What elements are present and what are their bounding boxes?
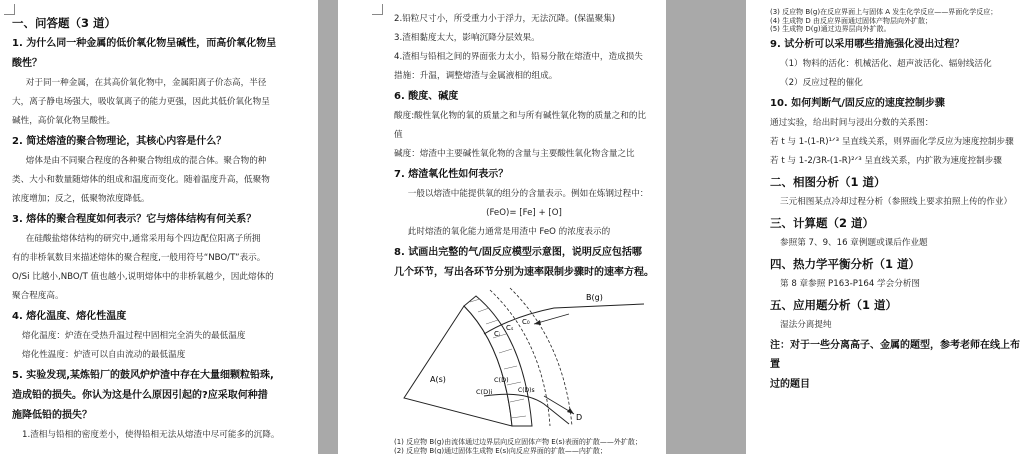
page-3-line: 过的题目 xyxy=(770,378,810,390)
page-3-line: 参照第 7、9、16 章例题或课后作业题 xyxy=(780,237,928,248)
page-1-content xyxy=(12,14,308,445)
page-1-line: 有的非桥氧数目来描述熔体的聚合程度,一般用符号“NBO/T”表示。 xyxy=(12,253,266,263)
page-1-line: 熔化温度：炉渣在受热升温过程中固相完全消失的最低温度 xyxy=(22,331,246,341)
page-1-line: 熔化性温度：炉渣可以自由流动的最低温度 xyxy=(22,350,186,360)
page-2-line: 酸度:酸性氧化物的氧的质量之和与所有碱性氧化物的质量之和的比值 xyxy=(394,111,647,140)
document-page-3 xyxy=(746,0,1024,454)
page-1-line: 造成铅的损失。你认为这是什么原因引起的?应采取何种措 xyxy=(12,390,268,401)
label-B: B(g) xyxy=(586,293,603,302)
figure-caption-line: (1) 反应物 B(g)由流体通过边界层向反应固体产物 E(s)表面的扩散——外扩散； xyxy=(394,438,642,446)
page-3-line: 通过实验，给出时间与浸出分数的关系图： xyxy=(770,117,934,128)
page-1-line: 2. 简述熔渣的聚合物理论，其核心内容是什么？ xyxy=(12,136,227,147)
page-3-line: 第 8 章参照 P163-P164 学会分析图 xyxy=(780,278,921,289)
page-1-line: O/Si 比越小,NBO/T 值也越小,说明熔体中的非桥氧越少，因此熔体的 xyxy=(12,272,274,282)
page-1-line: 类、大小和数量随熔体的组成和温度而变化。随着温度升高，低聚物 xyxy=(12,175,270,185)
page-2-line: 2.铅粒尺寸小，所受重力小于浮力，无法沉降。(保温聚集) xyxy=(394,14,616,24)
label-CD: C(D) xyxy=(494,376,509,384)
page-1-line: 聚合程度高。 xyxy=(12,291,64,301)
gas-solid-reaction-model-figure xyxy=(394,286,654,436)
page-1-line: 在硅酸盐熔体结构的研究中,通常采用每个四边配位阳离子所拥 xyxy=(25,234,261,244)
page-1-line: 5. 实验发现,某炼铅厂的鼓风炉炉渣中存在大量细颗粒铅珠, xyxy=(12,370,274,381)
page-2-line: 此时熔渣的氧化能力通常是用渣中 FeO 的浓度表示的 xyxy=(407,227,611,237)
page-3-line: 9. 试分析可以采用哪些措施强化浸出过程？ xyxy=(770,38,965,50)
label-Ci: Cᵢ xyxy=(494,330,501,338)
page-3-line: 三、计算题（2 道） xyxy=(770,215,875,230)
page-1-line: 浓度增加；反之，低聚物浓度降低。 xyxy=(12,194,150,204)
page-3-content xyxy=(770,8,1020,394)
label-C0: C₀ xyxy=(522,318,530,326)
page-1-line: 对于同一种金属，在其高价氧化物中，金属阳离子价态高，半径 xyxy=(25,78,267,88)
page-3-line: 四、热力学平衡分析（1 道） xyxy=(770,256,921,271)
page-1-line: 大，离子静电场强大，吸收氧离子的能力更强，因此其低价氧化物呈 xyxy=(12,97,270,107)
page-2-line: 7. 熔渣氧化性如何表示？ xyxy=(394,169,509,180)
page-1-line: 1.渣相与铅相的密度差小，使得铅相无法从熔渣中尽可能多的沉降。 xyxy=(22,430,280,440)
page-3-line: 注：对于一些分离高子、金属的题型，参考老师在线上布置 xyxy=(770,339,1020,370)
crop-mark xyxy=(4,4,15,15)
page-3-line: 二、相图分析（1 道） xyxy=(770,174,886,189)
page-3-line: (4) 生成物 D 由反应界面通过固体产物层向外扩散； xyxy=(770,16,932,25)
label-A: A(s) xyxy=(430,375,446,384)
page-1-line: 酸性？ xyxy=(12,58,42,69)
document-page-1 xyxy=(0,0,318,454)
page-2-line: 8. 试画出完整的气/固反应模型示意图，说明反应包括哪 xyxy=(394,247,642,258)
page-3-line: 五、应用题分析（1 道） xyxy=(770,297,898,312)
figure-captions xyxy=(394,438,654,454)
page-1-line: 1. 为什么同一种金属的低价氧化物呈碱性，而高价氧化物呈 xyxy=(12,38,277,49)
page-3-line: 若 t 与 1-2/3R-(1-R)²ᐟ³ 呈直线关系，内扩散为速度控制步骤 xyxy=(770,155,1002,166)
page-3-line: （1）物料的活化：机械活化、超声波活化、辐射线活化 xyxy=(780,58,992,69)
page-2-line: (FeO)= [Fe] + [O] xyxy=(486,208,562,218)
page-3-line: （2）反应过程的催化 xyxy=(780,77,863,88)
page-3-line: (5) 生成物 D(g)通过边界层向外扩散。 xyxy=(770,25,891,33)
page-2-line: 4.渣相与铅相之间的界面张力太小，铅易分散在熔渣中，造成损失 xyxy=(394,52,643,62)
page-2-line: 措施：升温，调整熔渣与金属液相的组成。 xyxy=(394,71,558,81)
page-3-line: 若 t 与 1-(1-R)¹ᐟ³ 呈直线关系，则界面化学反应为速度控制步骤 xyxy=(770,136,1014,147)
page-1-line: 一、问答题（3 道） xyxy=(12,16,117,30)
page-3-line: 湿法分离提纯 xyxy=(780,319,832,330)
crop-mark xyxy=(372,4,383,15)
page-2-line: 6. 酸度、碱度 xyxy=(394,91,459,102)
page-3-line: 三元相图某点冷却过程分析（参照线上要求拍照上传的作业） xyxy=(780,196,1013,207)
label-CDi: C(D)i xyxy=(476,388,493,396)
label-Cs: Cₛ xyxy=(506,324,514,332)
document-page-2 xyxy=(338,0,666,454)
page-2-content xyxy=(394,10,654,282)
page-3-line: (3) 反应物 B(g)在反应界面上与固体 A 发生化学反应——界面化学反应； xyxy=(770,8,998,16)
page-1-line: 4. 熔化温度、熔化性温度 xyxy=(12,311,127,322)
label-CDs: C(D)s xyxy=(518,387,535,394)
page-2-line: 碱度：熔渣中主要碱性氧化物的含量与主要酸性氧化物含量之比 xyxy=(394,149,635,159)
page-2-line: 一般以熔渣中能提供氧的组分的含量表示。例如在炼钢过程中： xyxy=(407,189,649,199)
page-2-line: 3.渣相黏度太大，影响沉降分层效果。 xyxy=(394,33,540,43)
page-3-line: 10. 如何判断气/固反应的速度控制步骤 xyxy=(770,97,945,109)
arrowhead xyxy=(534,320,541,325)
page-1-line: 3. 熔体的聚合程度如何表示？它与熔体结构有何关系？ xyxy=(12,214,257,225)
page-1-line: 碱性，高价氧化物呈酸性。 xyxy=(12,116,116,126)
label-D: D xyxy=(576,413,583,422)
page-2-line: 几个环节，写出各环节分别为速率限制步骤时的速率方程。 xyxy=(394,267,654,278)
figure-caption-line: (2) 反应物 B(g)通过固体生成物 E(s)向反应界面的扩散——内扩散； xyxy=(394,446,607,454)
page-1-line: 熔体是由不同聚合程度的各种聚合物组成的混合体。聚合物的种 xyxy=(25,156,267,166)
page-1-line: 施降低铅的损失？ xyxy=(12,410,92,421)
